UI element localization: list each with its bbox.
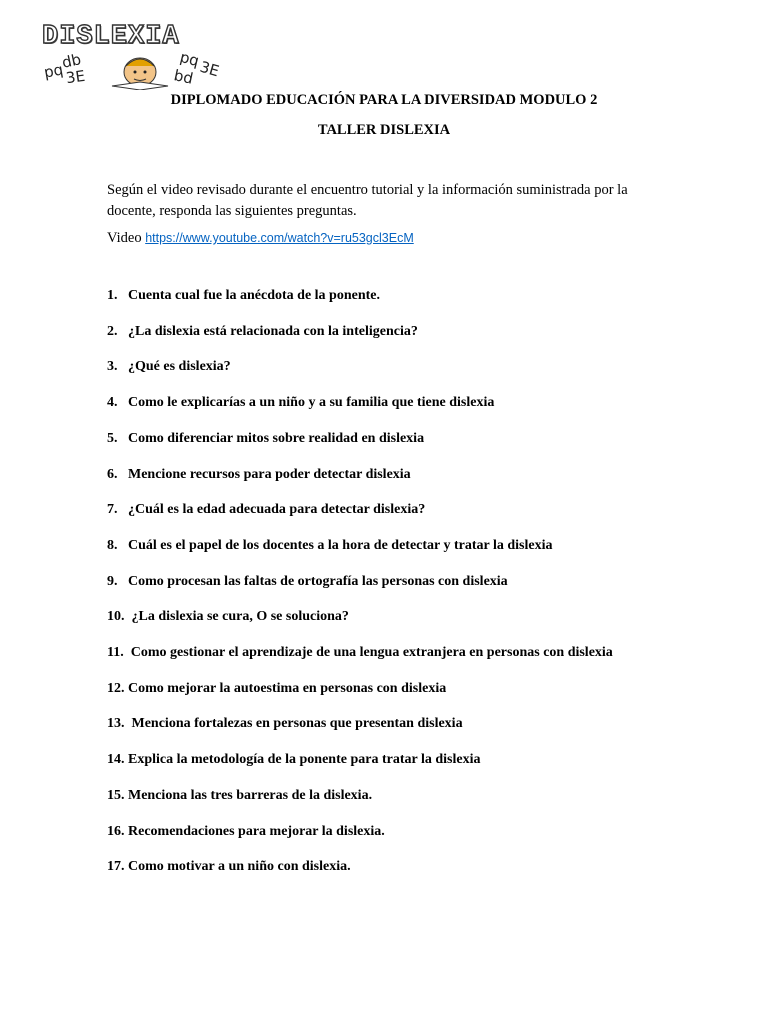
question-item: 8. Cuál es el papel de los docentes a la hora de detectar y tratar la dislexia [107,537,553,553]
question-item: 12. Como mejorar la autoestima en personas con dislexia [107,680,447,696]
question-item: 2. ¿La dislexia está relacionada con la inteligencia? [107,323,418,339]
question-item: 14. Explica la metodología de la ponente para tratar la dislexia [107,752,481,768]
question-item: 13. Menciona fortalezas en personas que presentan dislexia [107,716,463,732]
logo-glyph: 3E [64,66,87,88]
question-item: 17. Como motivar a un niño con dislexia. [107,859,351,875]
question-item: 5. Como diferenciar mitos sobre realidad en dislexia [107,430,425,446]
logo-glyph: pq [178,47,201,71]
document-subtitle: TALLER DISLEXIA [317,122,451,138]
document-title: DIPLOMADO EDUCACIÓN PARA LA DIVERSIDAD MODULO 2 [170,92,598,108]
logo-glyph: pq [42,60,65,82]
question-item: 16. Recomendaciones para mejorar la dislexia. [107,823,385,839]
question-item: 4. Como le explicarías a un niño y a su familia que tiene dislexia [107,395,495,411]
question-item: 7. ¿Cuál es la edad adecuada para detectar dislexia? [107,502,426,518]
video-line [107,230,414,247]
logo-glyph: 3E [197,57,222,81]
question-item: 3. ¿Qué es dislexia? [107,359,231,375]
dislexia-logo [40,22,236,90]
intro-paragraph: Según el video revisado durante el encuentro tutorial y la información suministrada por la docente, responda las siguientes preguntas. [107,182,628,219]
logo-glyph: bd [172,66,195,88]
question-item: 10. ¿La dislexia se cura, O se soluciona? [107,609,349,625]
question-item: 6. Mencione recursos para poder detectar dislexia [107,466,411,482]
question-item: 9. Como procesan las faltas de ortografía las personas con dislexia [107,573,508,589]
question-item: 11. Como gestionar el aprendizaje de una lengua extranjera en personas con dislexia [107,645,613,660]
logo-glyph: db [60,50,83,72]
video-label: Video [107,230,142,246]
video-link[interactable]: https://www.youtube.com/watch?v=ru53gcl3EcM [145,231,414,245]
question-item: 1. Cuenta cual fue la anécdota de la ponente. [107,288,380,303]
question-item: 15. Menciona las tres barreras de la dislexia. [107,787,373,803]
logo-title: DISLEXIA [42,22,180,52]
